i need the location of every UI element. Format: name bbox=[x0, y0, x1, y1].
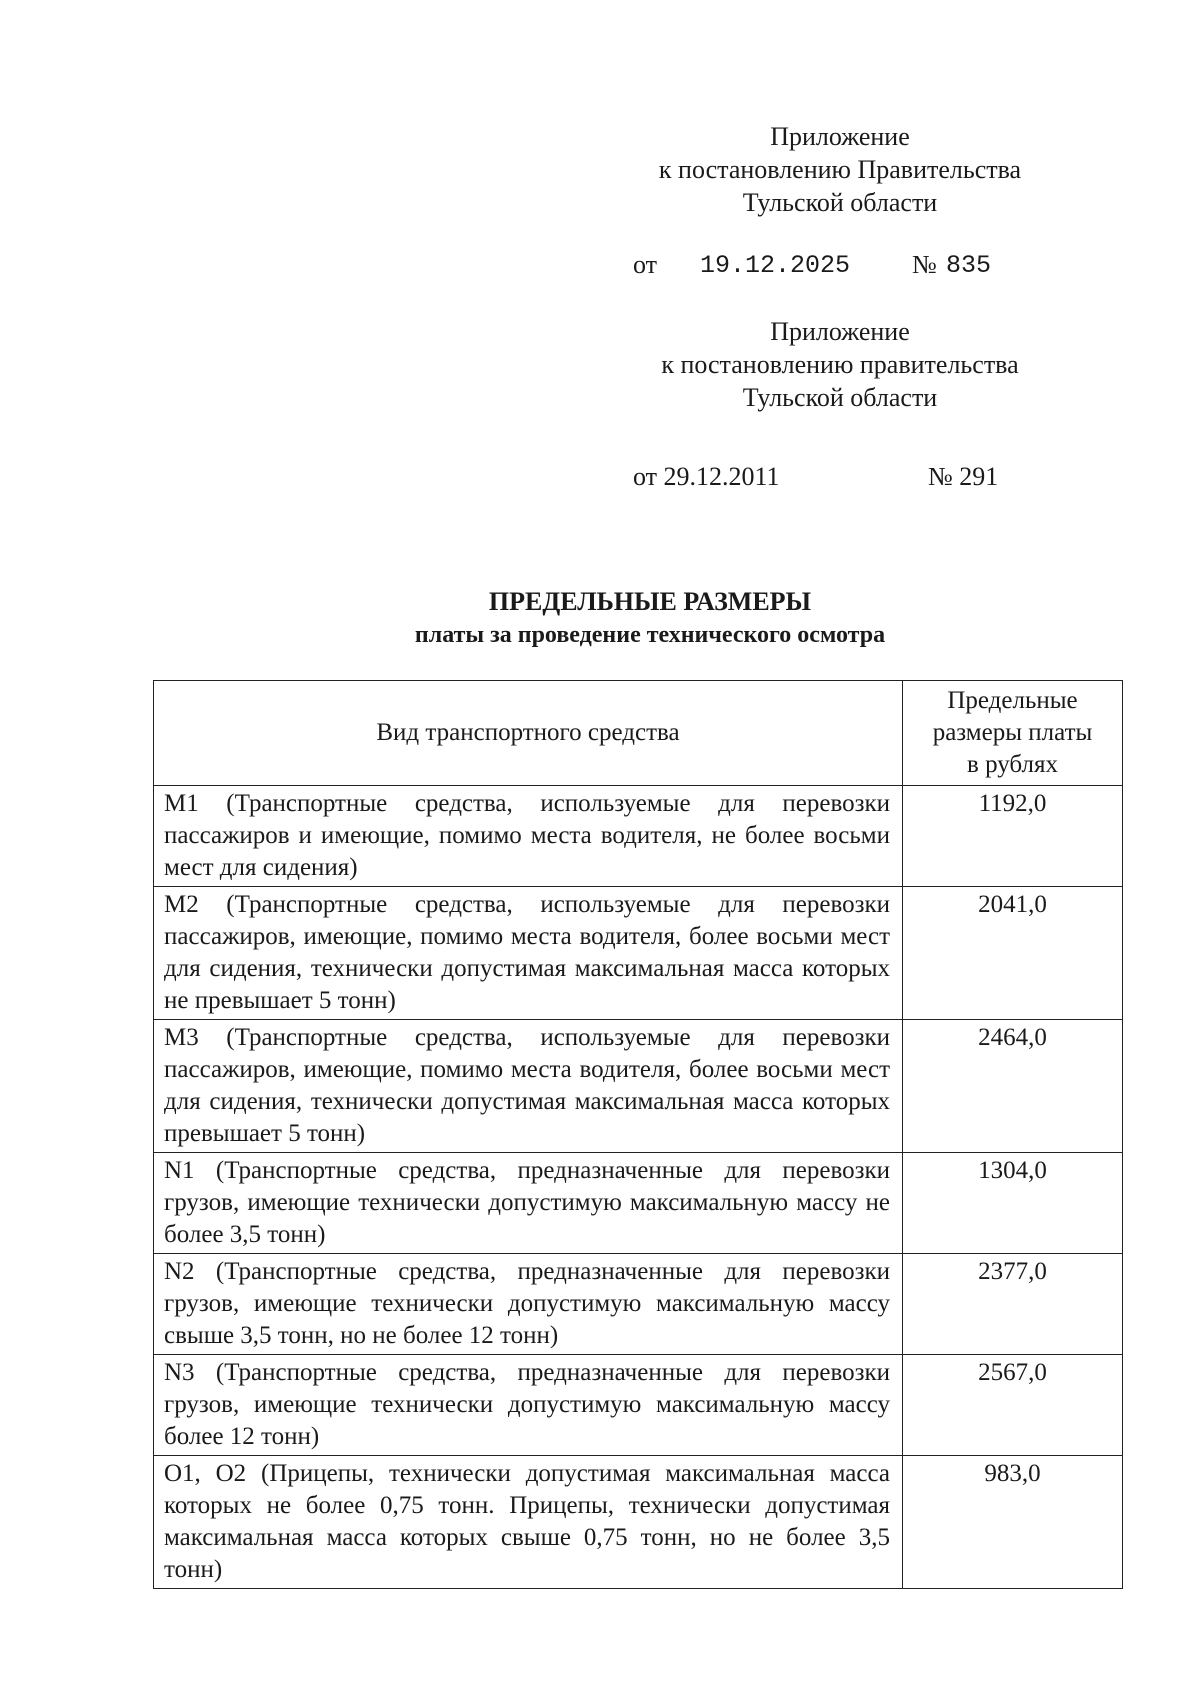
table-row bbox=[154, 1020, 1123, 1153]
original-number: № 291 bbox=[928, 462, 999, 491]
original-resolution-header bbox=[620, 315, 1060, 414]
appendix-label: Приложение bbox=[770, 122, 910, 151]
table-row bbox=[154, 1153, 1123, 1254]
table-row bbox=[154, 1254, 1123, 1355]
resolution-number: 835 bbox=[946, 251, 992, 280]
column-header-max-fee: Предельные размеры платы в рублях bbox=[903, 681, 1123, 786]
resolution-date: 19.12.2025 bbox=[700, 251, 851, 280]
current-resolution-header bbox=[620, 120, 1060, 219]
fee-value-cell: 2567,0 bbox=[903, 1355, 1123, 1456]
table-row bbox=[154, 1355, 1123, 1456]
fee-value-cell: 1192,0 bbox=[903, 786, 1123, 887]
fee-value-cell: 2041,0 bbox=[903, 887, 1123, 1020]
vehicle-category-cell: N3 (Транспортные средства, предназначенные для перевозки грузов, имеющие технически допустимую максимальную массу более 12 тонн) bbox=[154, 1355, 903, 1456]
resolution-ref: к постановлению правительства bbox=[661, 350, 1019, 379]
date-prefix: от bbox=[633, 250, 658, 279]
vehicle-category-cell: О1, О2 (Прицепы, технически допустимая максимальная масса которых не более 0,75 тонн. Прицепы, технически допустимая максимальная масса которых свыше 0,75 тонн, но не более 3,5 тонн) bbox=[154, 1456, 903, 1589]
vehicle-category-cell: М3 (Транспортные средства, используемые для перевозки пассажиров, имеющие, помимо места водителя, более восьми мест для сидения, технически допустимая максимальная масса которых превышает 5 тонн) bbox=[154, 1020, 903, 1153]
fee-value-cell: 983,0 bbox=[903, 1456, 1123, 1589]
table-row bbox=[154, 786, 1123, 887]
document-subtitle: платы за проведение технического осмотра bbox=[414, 622, 886, 648]
original-date: от 29.12.2011 bbox=[633, 462, 780, 491]
vehicle-category-cell: М2 (Транспортные средства, используемые для перевозки пассажиров, имеющие, помимо места водителя, более восьми мест для сидения, технически допустимая максимальная масса которых не превышает 5 тонн) bbox=[154, 887, 903, 1020]
vehicle-category-cell: N2 (Транспортные средства, предназначенные для перевозки грузов, имеющие технически допустимую максимальную массу свыше 3,5 тонн, но не более 12 тонн) bbox=[154, 1254, 903, 1355]
region-name: Тульской области bbox=[742, 383, 938, 412]
number-prefix: № bbox=[912, 250, 937, 279]
resolution-ref: к постановлению Правительства bbox=[658, 155, 1022, 184]
fee-value-cell: 1304,0 bbox=[903, 1153, 1123, 1254]
column-header-vehicle-type: Вид транспортного средства bbox=[154, 681, 903, 786]
vehicle-category-cell: N1 (Транспортные средства, предназначенные для перевозки грузов, имеющие технически допустимую максимальную массу не более 3,5 тонн) bbox=[154, 1153, 903, 1254]
document-title: ПРЕДЕЛЬНЫЕ РАЗМЕРЫ bbox=[488, 587, 812, 616]
table-header-row bbox=[154, 681, 1123, 786]
table-row bbox=[154, 1456, 1123, 1589]
appendix-label: Приложение bbox=[770, 317, 910, 346]
table-row bbox=[154, 887, 1123, 1020]
fee-table bbox=[153, 680, 1123, 1589]
region-name: Тульской области bbox=[742, 188, 938, 217]
vehicle-category-cell: М1 (Транспортные средства, используемые для перевозки пассажиров и имеющие, помимо места водителя, не более восьми мест для сидения) bbox=[154, 786, 903, 887]
fee-value-cell: 2464,0 bbox=[903, 1020, 1123, 1153]
fee-value-cell: 2377,0 bbox=[903, 1254, 1123, 1355]
